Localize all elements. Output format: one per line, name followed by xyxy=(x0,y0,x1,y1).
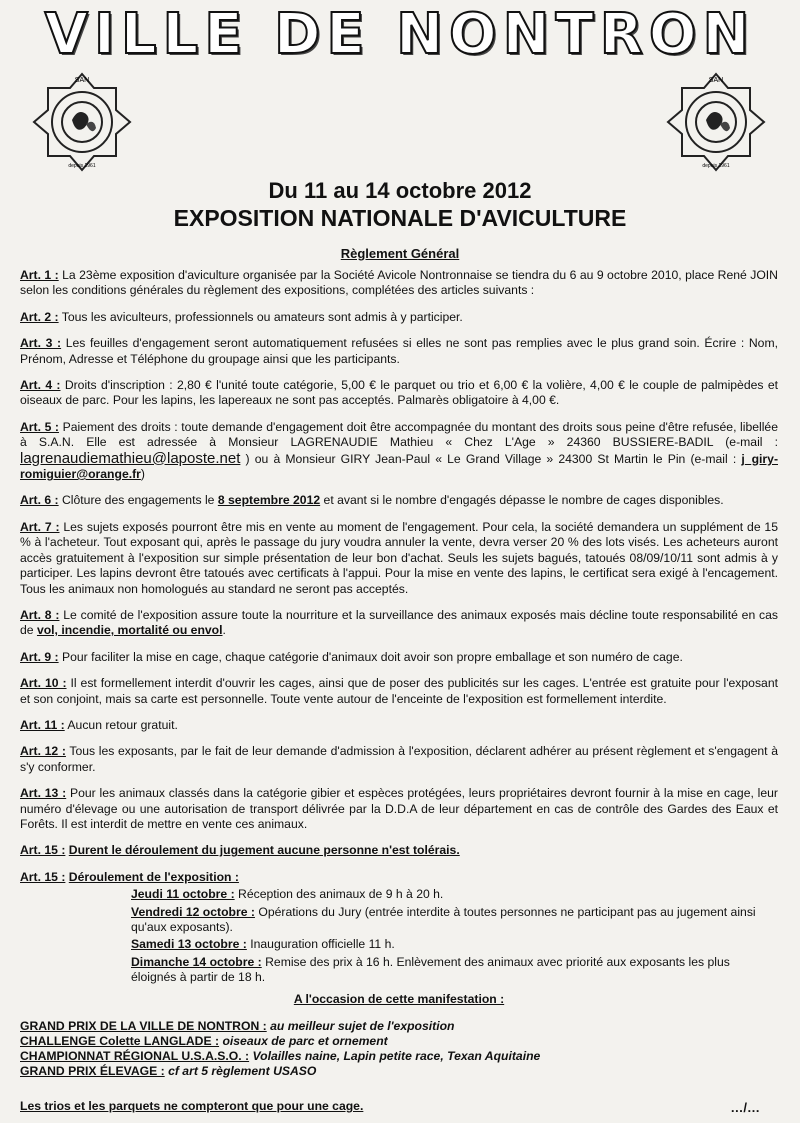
article-5 xyxy=(20,420,778,483)
article-4 xyxy=(20,378,778,409)
article-label: Art. 13 : xyxy=(20,786,67,801)
prize-desc: Volailles naine, Lapin petite race, Texan Aquitaine xyxy=(252,1049,541,1064)
liability-exclusions: vol, incendie, mortalité ou envol xyxy=(36,623,223,638)
article-2 xyxy=(20,310,778,325)
badge-year-text: depuis 1961 xyxy=(68,163,96,169)
prize-name: CHAMPIONNAT RÉGIONAL U.S.A.S.O. : xyxy=(20,1049,250,1064)
article-label: Art. 8 : xyxy=(20,607,60,622)
article-text: Tous les aviculteurs, professionnels ou amateurs sont admis à y participer. xyxy=(61,309,463,324)
occasion-heading: A l'occasion de cette manifestation : xyxy=(293,991,505,1006)
article-text: Paiement des droits : toute demande d'engagement doit être accompagnée du montant des droits sous peine d'être refusée, libellée à S.A.N. Elle est adressée à Monsieur LAGRENAUDIE Mathieu « Chez L'Age » 24360 BUSSIERE-BADIL (e-mail : xyxy=(20,419,778,450)
article-3 xyxy=(20,336,778,367)
article-9 xyxy=(20,650,778,665)
article-text: Pour les animaux classés dans la catégorie gibier et espèces protégées, leurs propriétaires devront fournir à la mise en cage, leur numéro d'élevage ou une autorisation de transport délivrée par la D.D.A de leur département en cas de contrôle des Gardes des Eaux et Forêts. Il est interdit de mettre en vente ces animaux. xyxy=(20,786,778,831)
prize-name: GRAND PRIX ÉLEVAGE : xyxy=(20,1064,165,1079)
article-label: Art. 12 : xyxy=(20,744,66,759)
prize-item xyxy=(20,1064,778,1079)
badge-top-text: SAN xyxy=(74,77,90,84)
article-label: Art. 10 : xyxy=(20,676,67,691)
schedule-row xyxy=(131,937,778,952)
prize-name: CHALLENGE Colette LANGLADE : xyxy=(20,1034,220,1049)
article-6 xyxy=(20,493,778,508)
email-link-lagrenaudie[interactable]: lagrenaudiemathieu@laposte.net xyxy=(20,449,241,467)
badge-year-text-right: depuis 1961 xyxy=(702,163,730,169)
article-label: Art. 3 : xyxy=(20,336,62,351)
schedule-text: Opérations du Jury (entrée interdite à toutes personnes ne participant pas au jugement ainsi qu'aux exposants). xyxy=(131,904,756,934)
article-text: Déroulement de l'exposition : xyxy=(68,869,239,884)
article-text: Les feuilles d'engagement seront automatiquement refusées si elles ne sont pas remplies avec le plus grand soin. Écrire : Nom, Prénom, Adresse et Téléphone du groupage ainsi que les participants. xyxy=(20,336,778,366)
closing-date: 8 septembre 2012 xyxy=(217,493,321,508)
prize-item xyxy=(20,1049,778,1064)
badge-top-text-right: SAN xyxy=(708,77,724,84)
article-13 xyxy=(20,786,778,832)
article-label: Art. 9 : xyxy=(20,649,59,664)
article-label: Art. 1 : xyxy=(20,268,59,282)
article-label: Art. 15 : xyxy=(20,843,66,858)
article-15-deroulement xyxy=(20,870,778,885)
schedule-text: Réception des animaux de 9 h à 20 h. xyxy=(238,887,444,902)
article-text: Pour faciliter la mise en cage, chaque catégorie d'animaux doit avoir son propre emballage et son numéro de cage. xyxy=(62,649,683,664)
prize-desc: au meilleur sujet de l'exposition xyxy=(270,1019,455,1034)
article-text: Durent le déroulement du jugement aucune personne n'est tolérais. xyxy=(68,843,460,858)
article-text: Aucun retour gratuit. xyxy=(67,717,178,732)
schedule-text: Inauguration officielle 11 h. xyxy=(250,937,395,952)
club-emblem-right xyxy=(662,68,770,192)
article-text: La 23ème exposition d'aviculture organisée par la Société Avicole Nontronnaise se tiendra du 6 au 9 octobre 2010, place René JOIN selon les conditions générales du règlement des expositions, complétées des articles suivants : xyxy=(20,268,778,298)
regulation-body xyxy=(20,268,778,1114)
article-text-3: ) xyxy=(140,467,145,482)
article-text: Droits d'inscription : 2,80 € l'unité toute catégorie, 5,00 € le parquet ou trio et 6,00 € la volière, 4,00 € le couple de palmipèdes et oiseaux de parc. Pour les lapins, les lapereaux ne sont pas acceptés. Palmarès obligatoire à 4,00 €. xyxy=(20,378,778,408)
article-label: Art. 6 : xyxy=(20,493,59,508)
article-label: Art. 5 : xyxy=(20,419,59,434)
page-title: VILLE DE NONTRON xyxy=(44,2,756,67)
article-label: Art. 7 : xyxy=(20,519,60,534)
article-10 xyxy=(20,676,778,707)
schedule xyxy=(131,887,778,985)
article-label: Art. 4 : xyxy=(20,378,61,393)
schedule-day: Jeudi 11 octobre : xyxy=(131,887,235,902)
article-text: Les sujets exposés pourront être mis en vente au moment de l'engagement. Pour cela, la société demandera un supplément de 15 % à l'acheteur. Tout exposant qui, après le passage du jury voudra annuler la vente, devra verser 20 % des lots visés. Les acheteurs auront accès gratuitement à l'exposition sur simple présentation de leur bon d'achat. Seuls les sujets bagués, tatoués 08/09/10/11 sont admis à y participer. Les lapins devront être tatoués avec certificats à l'appui. Pour la mise en vente des lapins, le certificat sera exigé à l'encagement. Tous les animaux non homologués au standard ne seront pas acceptés. xyxy=(20,519,778,596)
prize-list xyxy=(20,1019,778,1079)
article-7 xyxy=(20,520,778,597)
email-link-giry[interactable]: j_giry-romiguier@orange.fr xyxy=(20,451,778,482)
article-label: Art. 2 : xyxy=(20,309,59,324)
schedule-row xyxy=(131,955,778,986)
schedule-day: Dimanche 14 octobre : xyxy=(131,954,262,969)
club-emblem-left xyxy=(28,68,136,192)
prize-item xyxy=(20,1019,778,1034)
article-text: Clôture des engagements le xyxy=(62,493,215,508)
article-11 xyxy=(20,718,778,733)
article-label: Art. 11 : xyxy=(20,717,65,732)
schedule-day: Vendredi 12 octobre : xyxy=(131,904,255,919)
prize-name: GRAND PRIX DE LA VILLE DE NONTRON : xyxy=(20,1019,267,1034)
article-8: Art. 8 : Le comité de l'exposition assure toute la nourriture et la surveillance des animaux exposés mais décline toute responsabilité en cas de vol, incendie, mortalité ou envol. xyxy=(20,607,779,638)
prize-desc: oiseaux de parc et ornement xyxy=(222,1034,388,1049)
schedule-text: Remise des prix à 16 h. Enlèvement des animaux avec priorité aux exposants les plus éloignés à partir de 18 h. xyxy=(131,954,730,985)
regulation-heading: Règlement Général xyxy=(340,246,460,261)
trios-note: Les trios et les parquets ne compteront que pour une cage. xyxy=(20,1099,364,1114)
prize-desc: cf art 5 règlement USASO xyxy=(168,1064,317,1079)
article-text-2: et avant si le nombre d'engagés dépasse le nombre de cages disponibles. xyxy=(323,493,724,508)
article-label: Art. 15 : xyxy=(20,869,66,884)
article-15-jugement xyxy=(20,843,778,858)
schedule-day: Samedi 13 octobre : xyxy=(131,937,247,952)
event-title: EXPOSITION NATIONALE D'AVICULTURE xyxy=(173,205,627,231)
schedule-row xyxy=(131,887,778,902)
article-text: Il est formellement interdit d'ouvrir les cages, ainsi que de poser des publicités sur les cages. L'entrée est gratuite pour l'exposant et son conjoint, mais sa carte est personnelle. Toute vente autour de l'enceinte de l'exposition est formellement interdite. xyxy=(20,676,778,706)
page-continuation: …/… xyxy=(730,1100,760,1115)
article-1 xyxy=(20,268,778,299)
schedule-row xyxy=(131,905,778,936)
article-text: Le comité de l'exposition assure toute la nourriture et la surveillance des animaux exposés mais décline toute responsabilité en cas de xyxy=(20,607,779,638)
prize-item xyxy=(20,1034,778,1049)
event-dates: Du 11 au 14 octobre 2012 xyxy=(268,178,532,203)
article-text: Tous les exposants, par le fait de leur demande d'admission à l'exposition, déclarent adhérer au présent règlement et s'engagent à s'y conformer. xyxy=(20,744,778,774)
article-12 xyxy=(20,744,778,775)
article-text-2: ) ou à Monsieur GIRY Jean-Paul « Le Grand Village » 24300 St Martin le Pin (e-mail : xyxy=(245,451,737,466)
